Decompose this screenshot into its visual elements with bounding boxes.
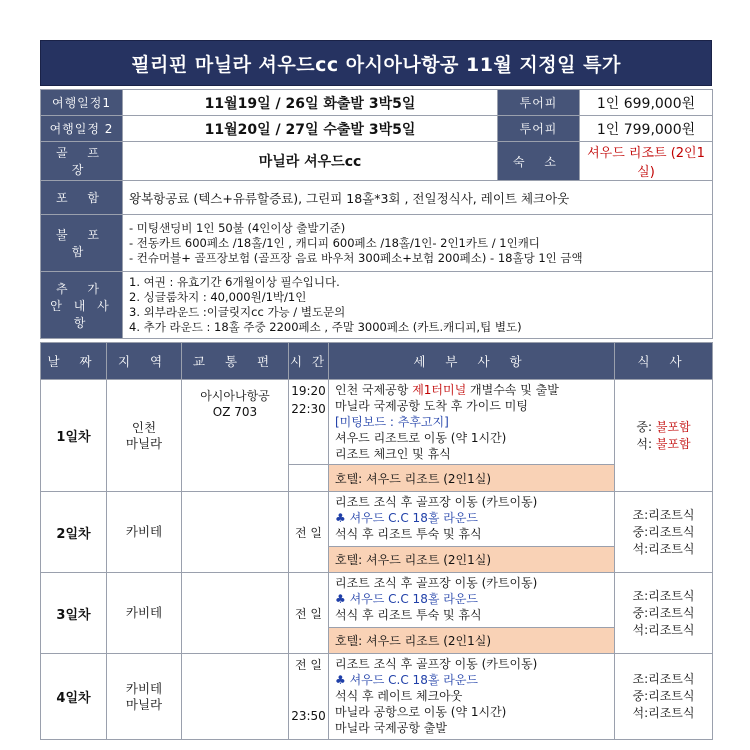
detail-line: [335, 382, 608, 398]
meal-line: 석:리조트식: [632, 541, 695, 556]
day4-region: [107, 654, 182, 740]
detail-text: 인천 국제공항: [335, 383, 413, 397]
day2-details: [329, 492, 615, 547]
day3-transport: [182, 573, 289, 654]
exclude-line: - 전동카트 600페소 /18홀/1인 , 캐디피 600페소 /18홀/1인- 2인1카트 / 1인캐디: [129, 235, 540, 250]
detail-line: [335, 510, 608, 526]
region-line: 마닐라: [125, 696, 163, 712]
extra-line: 3. 외부라운드 :이글릿지cc 가능 / 별도문의: [129, 305, 346, 319]
region-line: 카비테: [125, 680, 163, 696]
day2-region: 카비테: [107, 492, 182, 573]
time-blank: [289, 465, 329, 492]
exclude-label: 불 포 함: [41, 215, 123, 272]
transport-line: 아시아나항공: [200, 389, 270, 403]
schedule-table: [40, 342, 713, 740]
meal-line: 중:리조트식: [632, 605, 695, 620]
extra-line: 2. 싱글룸차지 : 40,000원/1박/1인: [129, 290, 307, 304]
day1-region: [107, 380, 182, 492]
meal-line: 조:리조트식: [632, 507, 695, 522]
header-transport: 교 통 편: [182, 343, 289, 380]
fee1-value: 1인 699,000원: [580, 90, 713, 116]
club-icon: ♣: [335, 511, 346, 525]
day1-label: 1일차: [41, 380, 107, 492]
detail-line: 마닐라 국제공항 도착 후 가이드 미팅: [335, 399, 528, 413]
day2-meals: [615, 492, 713, 573]
detail-text: 개별수속 및 출발: [466, 383, 559, 397]
meal-line: 조:리조트식: [632, 588, 695, 603]
lodging-label: 숙 소: [498, 142, 580, 181]
include-label: 포 함: [41, 181, 123, 215]
detail-text: 셔우드 C.C 18홀 라운드: [345, 511, 479, 525]
day3-region: 카비테: [107, 573, 182, 654]
extra-line: 1. 여권 : 유효기간 6개월이상 필수입니다.: [129, 275, 340, 289]
day4-transport: [182, 654, 289, 740]
exclude-list: [123, 215, 713, 272]
day2-time: 전 일: [289, 492, 329, 573]
page-title: 필리핀 마닐라 셔우드cc 아시아나항공 11월 지정일 특가: [40, 40, 712, 86]
day3-time: 전 일: [289, 573, 329, 654]
day1-meals: [615, 380, 713, 492]
club-icon: ♣: [335, 592, 346, 606]
schedule1-value: 11월19일 / 26일 화출발 3박5일: [123, 90, 498, 116]
time-line: 전 일: [295, 658, 322, 672]
header-region: 지 역: [107, 343, 182, 380]
detail-line: [미팅보드 : 추후고지]: [335, 415, 449, 429]
day3-meals: [615, 573, 713, 654]
detail-line: [335, 591, 608, 607]
day2-hotel: 호텔: 셔우드 리조트 (2인1실): [329, 547, 615, 573]
meal-line: [615, 436, 712, 453]
header-date: 날 짜: [41, 343, 107, 380]
detail-line: 리조트 조식 후 골프장 이동 (카트이동): [335, 657, 538, 671]
detail-line: 마닐라 국제공항 출발: [335, 721, 447, 735]
extra-line: 4. 추가 라운드 : 18홀 주중 2200페소 , 주말 3000페소 (카트.캐디피,팁 별도): [129, 320, 522, 334]
day3-hotel: 호텔: 셔우드 리조트 (2인1실): [329, 628, 615, 654]
exclude-line: - 컨슈머블+ 골프장보험 (골프장 음료 바우처 300페소+보험 200페소) - 18홀당 1인 금액: [129, 250, 583, 265]
meal-line: 석:리조트식: [632, 622, 695, 637]
time-line: 19:20: [291, 384, 326, 398]
schedule2-label: 여행일정 2: [41, 116, 123, 142]
meal-value: 불포함: [655, 436, 691, 451]
extra-list: [123, 272, 713, 339]
fee1-label: 투어피: [498, 90, 580, 116]
day2-label: 2일차: [41, 492, 107, 573]
detail-line: 리조트 조식 후 골프장 이동 (카트이동): [335, 495, 538, 509]
meal-line: [615, 419, 712, 436]
meal-line: 중:리조트식: [632, 524, 695, 539]
detail-text: 셔우드 C.C 18홀 라운드: [345, 592, 479, 606]
detail-line: 석식 후 레이트 체크아웃: [335, 689, 463, 703]
schedule1-label: 여행일정1: [41, 90, 123, 116]
day1-time: [289, 380, 329, 465]
day1-hotel: 호텔: 셔우드 리조트 (2인1실): [329, 465, 615, 492]
golf-value: 마닐라 셔우드cc: [123, 142, 498, 181]
detail-line: [335, 672, 608, 688]
day1-details: [329, 380, 615, 465]
extra-label-line: 추 가: [56, 281, 107, 296]
detail-line: 리조트 체크인 및 휴식: [335, 447, 451, 461]
region-line: 마닐라: [125, 435, 163, 451]
time-line: 23:50: [291, 709, 326, 723]
detail-line: 석식 후 리조트 투숙 및 휴식: [335, 527, 482, 541]
meal-value: 불포함: [655, 419, 691, 434]
extra-label-line: 안 내 사 항: [50, 298, 113, 330]
day4-time: [289, 654, 329, 740]
include-value: 왕복항공료 (텍스+유류할증료), 그린피 18홀*3회 , 전일정식사, 레이트 체크아웃: [123, 181, 713, 215]
region-line: 인천: [131, 419, 157, 435]
schedule2-value: 11월20일 / 27일 수출발 3박5일: [123, 116, 498, 142]
day1-transport: [182, 380, 289, 492]
meal-label: 중:: [636, 419, 656, 434]
day2-transport: [182, 492, 289, 573]
header-details: 세 부 사 항: [329, 343, 615, 380]
meal-line: 조:리조트식: [632, 672, 695, 686]
day3-details: [329, 573, 615, 628]
header-meals: 식 사: [615, 343, 713, 380]
day4-details: [329, 654, 615, 740]
extra-label: [41, 272, 123, 339]
detail-line: 마닐라 공항으로 이동 (약 1시간): [335, 705, 507, 719]
fee2-value: 1인 799,000원: [580, 116, 713, 142]
meal-label: 석:: [636, 436, 656, 451]
detail-line: 석식 후 리조트 투숙 및 휴식: [335, 608, 482, 622]
golf-label: 골 프 장: [41, 142, 123, 181]
detail-text: 셔우드 C.C 18홀 라운드: [345, 673, 479, 687]
club-icon: ♣: [335, 673, 346, 687]
detail-line: 리조트 조식 후 골프장 이동 (카트이동): [335, 576, 538, 590]
day4-label: 4일차: [41, 654, 107, 740]
meal-line: 중:리조트식: [632, 689, 695, 703]
time-line: 22:30: [291, 402, 326, 416]
day4-meals: [615, 654, 713, 740]
info-table: [40, 89, 713, 339]
detail-line: 셔우드 리조트로 이동 (약 1시간): [335, 431, 507, 445]
exclude-line: - 미팅샌딩비 1인 50불 (4인이상 출발기준): [129, 220, 346, 235]
terminal-text: 제1터미널: [412, 383, 467, 397]
meal-line: 석:리조트식: [632, 706, 695, 720]
lodging-value: 셔우드 리조트 (2인1실): [580, 142, 713, 181]
header-time: 시 간: [289, 343, 329, 380]
transport-line: OZ 703: [212, 405, 258, 419]
day3-label: 3일차: [41, 573, 107, 654]
fee2-label: 투어피: [498, 116, 580, 142]
